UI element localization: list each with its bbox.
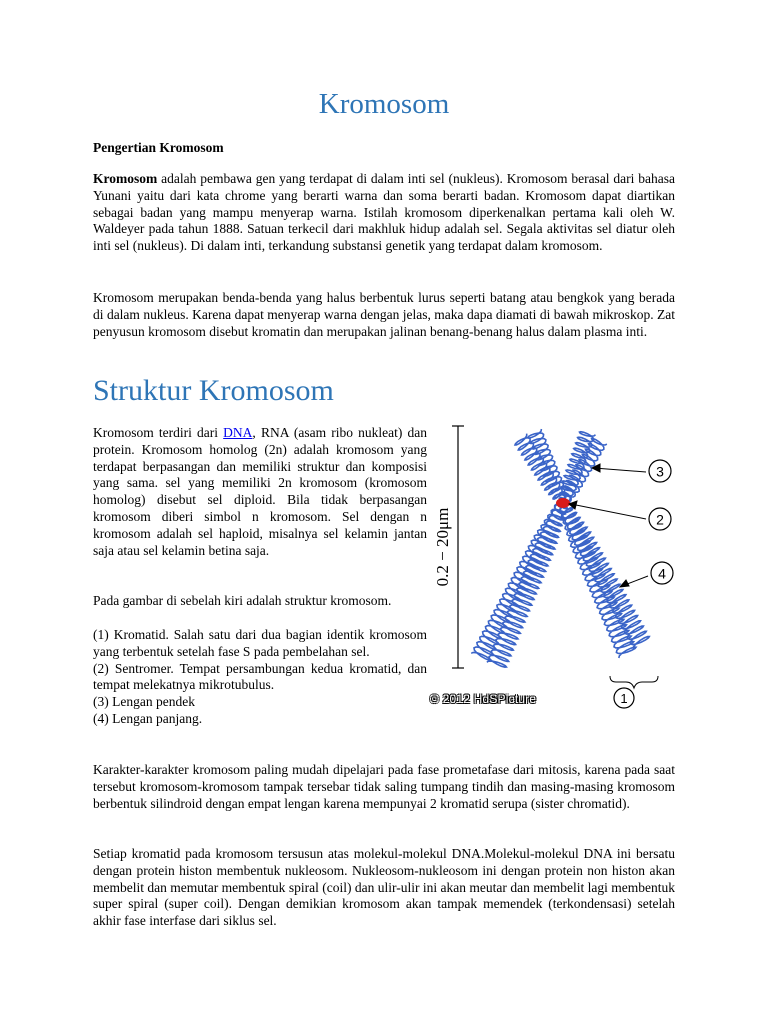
callout-1 — [614, 688, 634, 708]
chromatid-coil — [558, 503, 636, 658]
structure-list — [93, 627, 427, 728]
callout-label: 2 — [656, 511, 664, 528]
centromere-dot — [556, 498, 570, 508]
list-item: (2) Sentromer. Tempat persambungan kedua kromatid, dan tempat melekatnya mikrotubulus. — [93, 660, 427, 693]
section-heading-struktur: Struktur Kromosom — [93, 374, 334, 407]
paragraph-definition — [93, 171, 675, 255]
callout-4 — [651, 562, 673, 584]
paragraph-description: Kromosom merupakan benda-benda yang halus berbentuk lurus seperti batang atau bengkok yang berada di dalam nukleus. Karena dapat menyerap warna dengan jelas, maka dapa diamati di bawah mikroskop. Zat penyusun kromosom disebut kromatin dan merupakan jalinan benang-benang halus dalam plasma inti. — [93, 290, 675, 339]
list-item: (4) Lengan panjang. — [93, 710, 203, 726]
chromatid-coil — [487, 501, 567, 667]
paragraph-structure — [93, 425, 427, 559]
copyright-watermark: © 2012 HdSPicture — [430, 692, 537, 706]
callout-2 — [649, 508, 671, 530]
list-item: (3) Lengan pendek — [93, 694, 195, 710]
paragraph-text: , RNA (asam ribo nukleat) dan protein. Kromosom homolog (2n) adalah kromosom yang terdapat berpasangan dan memiliki struktur dan komposisi yang sama. sel yang memiliki 2n kromosom (kromosom homolog) disebut sel diploid. Bila tidak berpasangan kromosom diberi simbol n kromosom. Sel dengan n kromosom adalah sel haploid, misalnya sel kelamin jantan saja atau sel kelamin betina saja. — [93, 425, 427, 558]
callout-label: 4 — [658, 565, 666, 582]
chromosome-body — [471, 429, 649, 667]
paragraph-text: adalah pembawa gen yang terdapat di dalam inti sel (nukleus). Kromosom berasal dari bahasa Yunani yaitu dari kata chrome yang berarti warna dan soma berarti badan. Kromosom dapat diartikan sebagai badan yang mampu menyerap warna. Istilah kromosom diperkenalkan pertama kali oleh W. Waldeyer pada tahun 1888. Satuan terkecil dari makhluk hidup adalah sel. Segala aktivitas sel diatur oleh inti sel (nukleus). Di dalam inti, terkandung substansi genetik yang terdapat dalam kromosom. — [93, 171, 675, 254]
chromatid-coil — [559, 432, 595, 505]
paragraph-nucleosome: Setiap kromatid pada kromosom tersusun atas molekul-molekul DNA.Molekul-molekul DNA ini bersatu dengan protein histon membentuk nukleosom. Nukleosom-nukleosom ini dengan protein non histon akan membelit dan memutar membentuk spiral (coil) dan ulir-ulir ini akan meutar dan membelit lagi membentuk super spiral (super coil). Dengan demikian kromosom akan tampak memendek (terkondensasi) setelah akhir fase interfase dari siklus sel. — [93, 846, 675, 929]
list-item: (1) Kromatid. Salah satu dari dua bagian identik kromosom yang terbentuk setelah fase S pada pembelahan sel. — [93, 627, 427, 659]
paragraph-figure-intro: Pada gambar di sebelah kiri adalah struktur kromosom. — [93, 593, 392, 608]
callout-3 — [649, 460, 671, 482]
paragraph-text: Kromosom terdiri dari — [93, 425, 224, 440]
dna-link[interactable]: DNA — [223, 425, 253, 440]
callout-label: 1 — [620, 691, 628, 706]
chromatid-brace — [610, 676, 658, 688]
scale-label: 0.2 − 20μm — [433, 507, 452, 587]
callout-label: 3 — [656, 463, 664, 480]
scale-bar — [452, 426, 464, 668]
section-subtitle: Pengertian Kromosom — [93, 140, 224, 155]
chromatid-coil — [471, 500, 567, 660]
paragraph-prometaphase: Karakter-karakter kromosom paling mudah dipelajari pada fase prometafase dari mitosis, karena pada saat tersebut kromosom-kromosom tampak tersebar tidak saling tumpang tindih dan masing-masing kromosom berbentuk silindroid dengan empat lengan karena mempunyai 2 kromatid serupa (sister chromatid). — [93, 762, 675, 811]
page-title: Kromosom — [318, 88, 450, 120]
chromosome-figure — [428, 418, 688, 718]
bold-term: Kromosom — [93, 171, 158, 186]
